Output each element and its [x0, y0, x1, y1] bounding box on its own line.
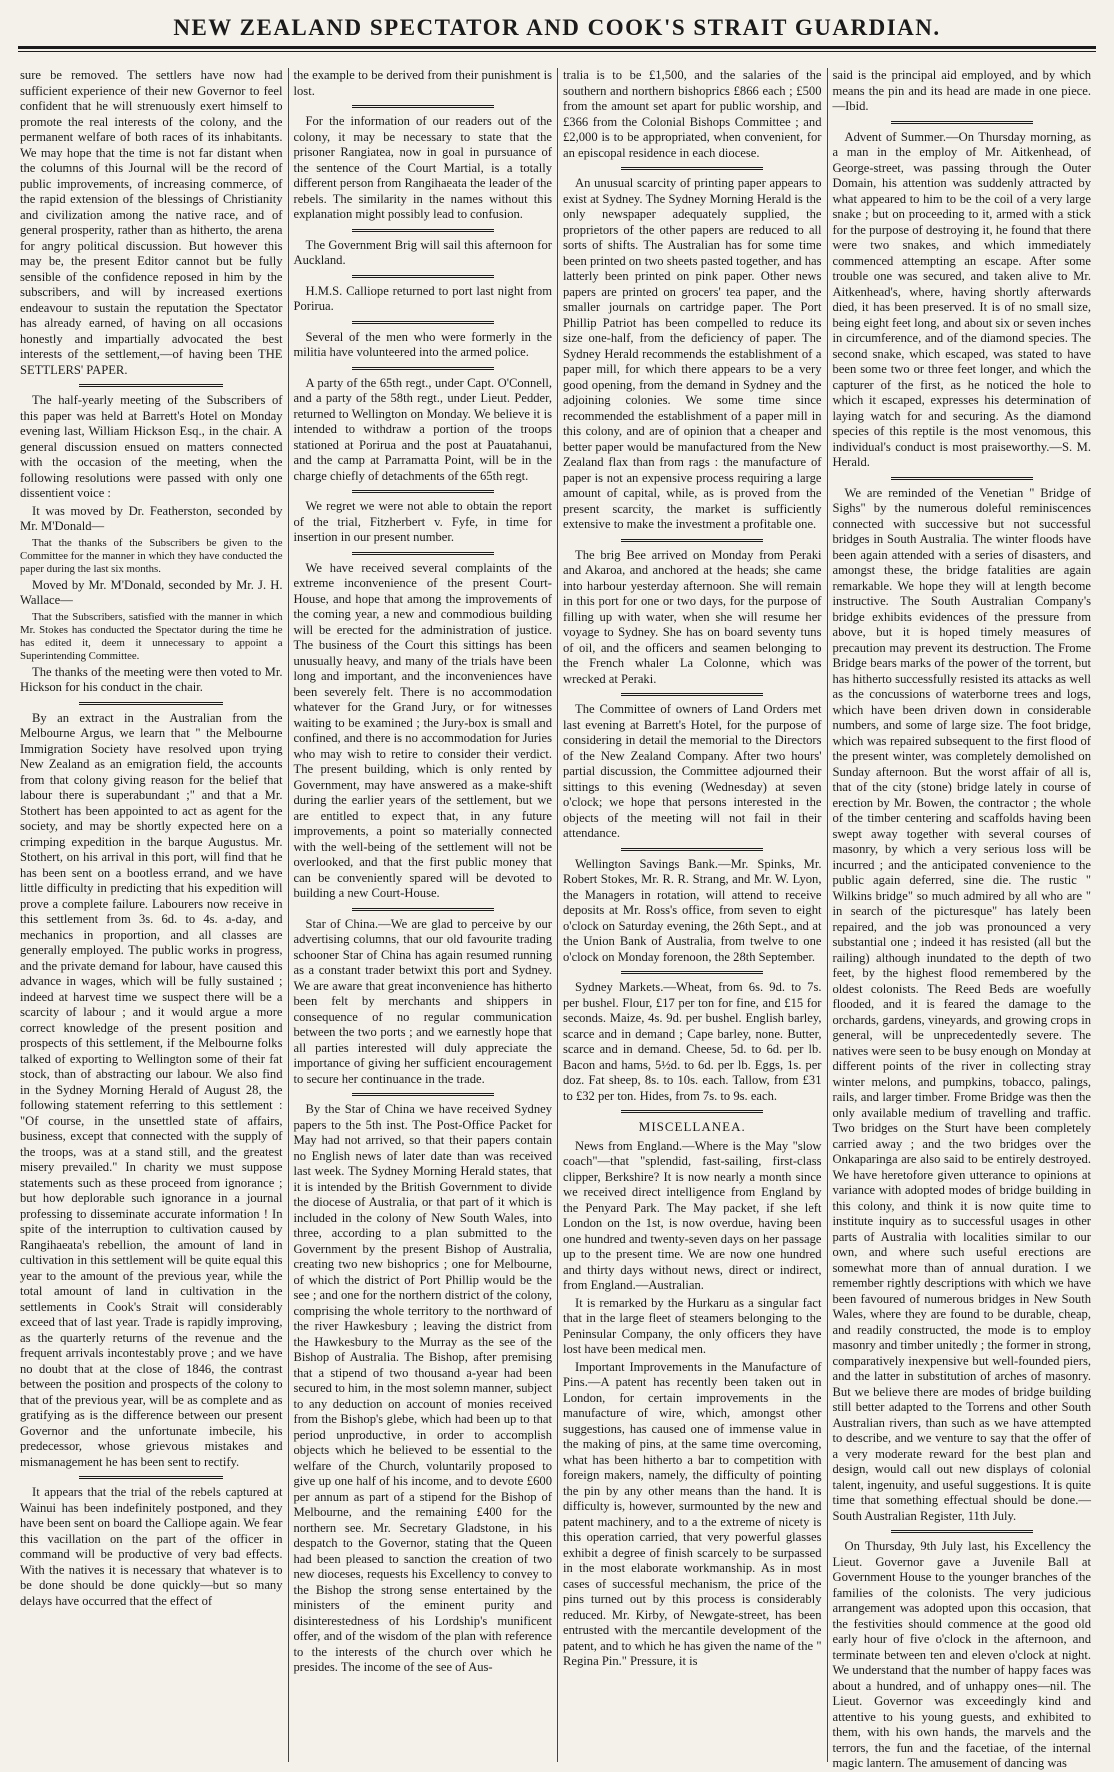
article-separator: [79, 1476, 223, 1479]
article: [294, 68, 553, 99]
article-separator: [621, 971, 763, 974]
article: [563, 548, 822, 688]
column-4: [827, 68, 1097, 1770]
article-paragraph: That the thanks of the Subscribers be given to the Committee for the manner in which they have conducted the paper during the last six months.: [20, 536, 283, 575]
article-separator: [621, 1110, 763, 1113]
article-separator: [352, 490, 494, 493]
article-separator: [79, 702, 223, 705]
masthead-rule-thin: [18, 51, 1096, 52]
article-paragraph: tralia is to be £1,500, and the salaries of the southern and northern bishoprics £866 each ; £500 from the amount set apart for public worship, and £366 from the Colonial Bishops Committee ; and £2,000 is to be appropriated, when convenient, for an episcopal residence in each diocese.: [563, 68, 822, 160]
article: [294, 330, 553, 361]
article-paragraph: The thanks of the meeting were then voted to Mr. Hickson for his conduct in the chair.: [20, 664, 283, 694]
column-3: [557, 68, 827, 1762]
article-paragraph: said is the principal aid employed, and by which means the pin and its head are made in one piece.—Ibid.: [832, 68, 1091, 113]
article-separator: [352, 367, 494, 370]
article: [294, 284, 553, 315]
article: [294, 376, 553, 485]
article-separator: [891, 121, 1033, 124]
article-separator: [352, 1093, 494, 1096]
article-separator: [621, 539, 763, 542]
article-paragraph: By an extract in the Australian from the Melbourne Argus, we learn that " the Melbourne Immigration Society have resolved upon trying New Zealand as an emigration field, the accounts from that colony giving reason for the belief that labour there is superabundant ;" and that a Mr. Stothert has been appointed to act as agent for the society, and may be shortly expected here on a crimping expedition in the barque Augustus. Mr. Stothert, on his arrival in this port, will find that he has been sent on a bootless errand, and we have little difficulty in predicting that his expedition will prove a complete failure. Labourers now receive in this settlement from 3s. 6d. to 4s. a-day, and mechanics in proportion, and all classes are generally employed. The public works in progress, and the private demand for labour, have caused this advance in wages, which will be fully sustained ; indeed at harvest time we suspect there will be a scarcity of labour ; and it would argue a more correct knowledge of the present position and prospects of this settlement, if the Melbourne folks talked of exporting to Wellington some of their fat stock, than of abstracting our labour. We also find in the Sydney Morning Herald of August 28, the following statement referring to this settlement : "Of course, in the unsettled state of affairs, business, except that connected with the supply of the troops, was at a stand still, and the greatest misery prevailed." In charity we must suppose statements such as these proceed from ignorance ; but how deplorable such ignorance in a journal professing to disseminate accurate information ! In spite of the interruption to cultivation caused by Rangihaeata's rebellion, the amount of land in cultivation in this settlement will be quite equal this year to the amount of the previous year, while the total amount of land in cultivation in the settlements in Cook's Strait will considerably exceed that of last year. Trade is rapidly improving, as the quarterly returns of the revenue and the frequent arrivals incontestably prove ; and we have no doubt that at the close of 1846, the contrast between the position and prospects of the colony to that of the previous year, will be as complete and as gratifying as is the difference between our present Governor and the unfortunate imbecile, his predecessor, whose grievous mistakes and mismanagement he has been sent to rectify.: [20, 710, 283, 1469]
article-separator: [621, 693, 763, 696]
column-1: [18, 68, 288, 1762]
article: [833, 130, 1092, 471]
article-paragraph: Important Improvements in the Manufacture of Pins.—A patent has recently been taken out in London, for certain improvements in the manufacture of wire, which, amongst other suggestions, has caused one of immense value in the making of pins, at the same time overcoming, what has been hitherto a bar to competition with foreign makers, namely, the difficulty of pointing the pin by any other means than the hand. It is difficulty is, however, surmounted by the new and patent machinery, and to a the extreme of nicety is this operation carried, that very powerful glasses exhibit a degree of finish scarcely to be surpassed in the most elaborate workmanship. As in most cases of successful mechanism, the price of the pins turned out by this process is considerably reduced. Mr. Kirby, of Newgate-street, has been entrusted with the mercantile development of the patent, and to which he has given the name of the " Regina Pin." Pressure, it is: [563, 1359, 822, 1668]
article-paragraph: We regret we were not able to obtain the report of the trial, Fitzherbert v. Fyfe, in time for insertion in our present number.: [293, 499, 552, 544]
article: [833, 486, 1092, 1525]
article: [294, 561, 553, 902]
article-separator: [352, 229, 494, 232]
article: [294, 238, 553, 269]
article-separator: [621, 848, 763, 851]
article-paragraph: For the information of our readers out of the colony, it may be necessary to state that the prisoner Rangiatea, now in goal in pursuance of the sentence of the Court Martial, is a totally different person from Rangihaeata the leader of the rebels. The similarity in the names without this explanation might possibly lead to confusion.: [293, 114, 552, 221]
article: [20, 1485, 283, 1609]
article: [294, 917, 553, 1088]
article-paragraph: Several of the men who were formerly in the militia have volunteered into the armed police.: [293, 329, 552, 359]
article-paragraph: Star of China.—We are glad to perceive by our advertising columns, that our old favourite trading schooner Star of China has again resumed running as a constant trader betwixt this port and Sydney. We are aware that great inconvenience has hitherto been felt by merchants and shippers in consequence of no regular communication between the two ports ; and we earnestly hope that all parties interested will duly appreciate the importance of giving her sufficient encouragement to secure her continuance in the trade.: [293, 916, 552, 1086]
article-paragraph: It appears that the trial of the rebels captured at Wainui has been indefinitely postponed, and they have been sent on board the Calliope again. We fear this vacillation on the part of the officer in command will be productive of very bad effects. With the natives it is necessary that whatever is to be done should be done quickly—but so many delays have occurred that the effect of: [20, 1485, 283, 1608]
article: [563, 857, 822, 966]
article-paragraph: An unusual scarcity of printing paper appears to exist at Sydney. The Sydney Morning Herald is the only newspaper adequately supplied, the proprietors of the other papers are reduced to all sorts of shifts. The Australian has for some time been printed on two sheets pasted together, and has latterly been printed on pink paper. Other news papers are printed on grocers' tea paper, and the smaller journals on cartridge paper. The Port Phillip Patriot has been compelled to reduce its size one-half, from the deficiency of paper. The Sydney Herald recommends the establishment of a paper mill, for which there appears to be a very good opening, from the demand in Sydney and the adjoining colonies. We some time since recommended the establishment of a paper mill in this colony, and are of opinion that a cheaper and better paper would be manufactured from the New Zealand flax than from rags : the manufacture of paper is not an expensive process requiring a large amount of capital, while, as is proved from the present scarcity, the market is sufficiently extensive to make the investment a profitable one.: [563, 176, 822, 531]
article-paragraph: It is remarked by the Hurkaru as a singular fact that in the large fleet of steamers belonging to the Peninsular Company, the only officers they have lost have been medical men.: [563, 1295, 822, 1356]
article: [833, 68, 1092, 115]
article: [563, 980, 822, 1104]
article: [563, 1119, 822, 1670]
article-separator: [352, 105, 494, 108]
section-heading: MISCELLANEA.: [638, 1119, 746, 1134]
article-paragraph: That the Subscribers, satisfied with the manner in which Mr. Stokes has conducted the Spectator during the time he has edited it, deem it unnecessary to appoint a Superintending Committee.: [20, 610, 283, 662]
article-paragraph: A party of the 65th regt., under Capt. O'Connell, and a party of the 58th regt., under Lieut. Pedder, returned to Wellington on Monday. We believe it is intended to withdraw a portion of the troops stationed at Porirua and the post at Pauatahanui, and the camp at Parramatta Point, will be in the charge chiefly of detachments of the 65th regt.: [293, 375, 552, 483]
article-paragraph: The brig Bee arrived on Monday from Peraki and Akaroa, and anchored at the heads; she came into harbour yesterday afternoon. She will remain in this port for one or two days, for the purpose of filling up with water, when she will resume her voyage to Sydney. She has on board seventy tuns of oil, and the officers and seamen belonging to the French whaler La Colonne, which was wrecked at Peraki.: [563, 547, 822, 686]
article-paragraph: News from England.—Where is the May "slow coach"—that "splendid, fast-sailing, first-class clipper, Berkshire? It is now nearly a month since we received direct intelligence from England by the Penyard Park. The May packet, if she left London on the 1st, is now overdue, having been one hundred and twenty-seven days on her passage up to the present time. We are now one hundred and thirty days without news, direct or indirect, from England.—Australian.: [563, 1138, 822, 1292]
article: [20, 393, 283, 696]
article-separator: [352, 275, 494, 278]
article: [833, 1539, 1092, 1772]
article: [294, 1102, 553, 1676]
article-paragraph: The half-yearly meeting of the Subscribers of this paper was held at Barrett's Hotel on Monday evening last, William Hickson Esq., in the chair. A general discussion ensued on matters connected with the occasion of the meeting, when the following resolutions were passed with only one dissentient voice :: [20, 393, 283, 500]
masthead-title: NEW ZEALAND SPECTATOR AND COOK'S STRAIT GUARDIAN.: [173, 15, 941, 40]
article-paragraph: H.M.S. Calliope returned to port last night from Porirua.: [293, 283, 552, 313]
article-separator: [891, 1530, 1033, 1533]
article-paragraph: It was moved by Dr. Featherston, seconded by Mr. M'Donald—: [20, 503, 283, 533]
article-separator: [891, 477, 1033, 480]
article-paragraph: We are reminded of the Venetian " Bridge of Sighs" by the numerous doleful reminiscences connected with successive but not successful bridges in South Australia. The winter floods have been again attended with a series of disasters, and amongst these, the bridge fatalities are again remarkable. We hope they will at length become instructive. The South Australian Company's bridge exhibits evidences of the pressure from above, but it is hoped timely measures of precaution may prevent its destruction. The Frome Bridge bears marks of the power of the torrent, but has hitherto successfully resisted its attacks as well as the concussions of waterborne trees and logs, which have been driven down in considerable numbers, and some of large size. The foot bridge, which was repaired subsequent to the first flood of the present winter, was completely demolished on Sunday afternoon. But the worst affair of all is, that of the city (stone) bridge lately in course of erection by Mr. Bowen, the contractor ; the whole of the timber centering and scaffolds having been swept away together with several courses of masonry, by which a very serious loss will be incurred ; and the anticipated convenience to the public again deferred, sine die. The rustic " Wilkins bridge" so much admired by all who are " in search of the picturesque" has lately been repaired, and the job was pronounced a very substantial one ; indeed it has resisted (all but the railing) although inundated to the depth of two feet, by the highest flood remembered by the oldest colonists. The Reed Beds are woefully flooded, and it is feared the damage to the orchards, gardens, vineyards, and growing crops in general, will be unprecedentedly severe. The natives were seen to be busy enough on Monday at different points of the river in collecting stray winter melons, and pumpkins, tobacco, palings, rails, and larger timber. Frome Bridge was then the only available medium of travelling and traffic. Two bridges on the Sturt have been completely carried away ; and the two bridges over the Onkaparinga are also said to be entirely destroyed. We have heretofore given utterance to opinions at variance with adopted modes of bridge building in this colony, and think it is now quite time to institute inquiry as to successful usages in other parts of Australia with localities similar to our own, and where such useful erections are somewhat more than of annual duration. I we remember rightly descriptions with which we have been favoured of numerous bridges in New South Wales, where they are found to be durable, cheap, and readily constructed, the mode is to employ masonry and timber unitedly ; the former in strong, comparatively inexpensive but well-founded piers, and the latter in substitution of arches of masonry. But we believe there are modes of bridge building still better adapted to the Torrens and other South Australian rivers, than such as we have attempted to describe, and we venture to say that the offer of a very moderate reward for the best plan and design, would call out new displays of colonial talent, ingenuity, and useful suggestions. It is quite time that something effectual should be done.—South Australian Register, 11th July.: [832, 485, 1091, 1523]
article-paragraph: Sydney Markets.—Wheat, from 6s. 9d. to 7s. per bushel. Flour, £17 per ton for fine, and £15 for seconds. Maize, 4s. 9d. per bushel. English barley, scarce and in demand ; Cape barley, none. Butter, scarce and in demand. Cheese, 5d. to 6d. per lb. Bacon and hams, 5½d. to 6d. per lb. Eggs, 1s. per doz. Fat sheep, 8s. to 10s. each. Tallow, from £31 to £32 per ton. Hides, from 7s. to 9s. each.: [563, 980, 822, 1103]
article-paragraph: Advent of Summer.—On Thursday morning, as a man in the employ of Mr. Aitkenhead, of George-street, was passing through the Outer Domain, his attention was suddenly attracted by what appeared to him to be the coil of a very large snake ; but on proceeding to it, armed with a stick for the purpose of destroying it, he found that there were two snakes, and which immediately commenced attempting an escape. After some trouble one was secured, and taken alive to Mr. Aitkenhead's, where, having shortly afterwards died, it has been preserved. It is of no small size, being eight feet long, and about six or seven inches in circumference, and of the diamond species. The second snake, which escaped, was stated to have been some two or three feet longer, and which the capturer of the first, as he noticed the hole to which it escaped, expresses his determination of laying watch for and securing. As the diamond species of this reptile is the most venomous, this individual's conduct is most praiseworthy.—S. M. Herald.: [832, 129, 1091, 469]
article: [563, 68, 822, 161]
article: [563, 176, 822, 533]
columns-container: [18, 68, 1096, 1770]
masthead-rule-thick: [18, 46, 1096, 49]
article-paragraph: Moved by Mr. M'Donald, seconded by Mr. J. H. Wallace—: [20, 577, 283, 607]
article-paragraph: We have received several complaints of the extreme inconvenience of the present Court-House, and hope that among the improvements of the coming year, a new and commodious building will be erected for the administration of justice. The business of the Court this sittings has been unusually heavy, and many of the trials have been long and important, and the inconveniences have been severely felt. There is no accommodation whatever for the Grand Jury, or for witnesses waiting to be examined ; the Jury-box is small and confined, and there is no accommodation for Juries who may wish to retire to consider their verdict. The present building, which is only rented by Government, may have answered as a make-shift during the earlier years of the settlement, but we are entitled to expect that, in any future improvements, a point so materially connected with the well-being of the settlement will not be overlooked, and that the first public money that can be conveniently spared will be devoted to building a new Court-House.: [293, 560, 552, 900]
article: [563, 702, 822, 842]
article-paragraph: On Thursday, 9th July last, his Excellency the Lieut. Governor gave a Juvenile Ball at Government House to the younger branches of the families of the colonists. The very judicious arrangement was adopted upon this occasion, that the festivities should commence at the good old early hour of five o'clock in the afternoon, and terminate between ten and eleven o'clock at night. We understand that the number of happy faces was about a hundred, and of unhappy ones—nil. The Lieut. Governor was exceedingly kind and attentive to his young guests, and exhibited to them, with his own hands, the marvels and the terrors, the fun and the facetiae, of the internal magic lantern. The amusement of dancing was: [832, 1539, 1091, 1770]
article: [294, 114, 553, 223]
article-paragraph: Wellington Savings Bank.—Mr. Spinks, Mr. Robert Stokes, Mr. R. R. Strang, and Mr. W. Lyon, the Managers in rotation, will attend to receive deposits at Mr. Ross's office, from seven to eight o'clock on Saturday evening, the 26th Sept., and at the Union Bank of Australia, from twelve to one o'clock on Monday forenoon, the 28th September.: [563, 856, 822, 964]
article-paragraph: the example to be derived from their punishment is lost.: [293, 68, 552, 98]
article-paragraph: sure be removed. The settlers have now had sufficient experience of their new Governor to feel confident that he will strenuously exert himself to promote the real interests of the colony, and the permanent welfare of both races of its inhabitants. We may hope that the time is not far distant when the columns of this Journal will be the record of public improvements, of increasing commerce, of the rapid extension of the blessings of Christianity and civilization among the native race, and of general prosperity, rather than as hitherto, the arena for angry political discussion. But however this may be, the present Editor cannot but be fully sensible of the confidence reposed in him by the subscribers, and will by increased exertions endeavour to sustain the reputation the Spectator has already earned, of having on all occasions honestly and impartially advocated the best interests of the settlement,—of having been THE SETTLERS' PAPER.: [20, 68, 283, 377]
article-separator: [352, 321, 494, 324]
article-paragraph: The Committee of owners of Land Orders met last evening at Barrett's Hotel, for the purpose of considering in detail the memorial to the Directors of the New Zealand Company. After two hours' partial discussion, the Committee adjourned their sittings to this evening (Wednesday) at seven o'clock; we hope that persons interested in the objects of the meeting will not fail in their attendance.: [563, 702, 822, 840]
article-separator: [352, 908, 494, 911]
article: [20, 711, 283, 1471]
article-separator: [621, 167, 763, 170]
article-paragraph: By the Star of China we have received Sydney papers to the 5th inst. The Post-Office Packet for May had not arrived, so that their papers contain no English news of later date than was received last week. The Sydney Morning Herald states, that it is intended by the British Government to divide the diocese of Australia, or that part of it which is included in the colony of New South Wales, into three, according to a plan submitted to the Government by the present Bishop of Australia, creating two new bishoprics ; one for Melbourne, of which the district of Port Phillip would be the see ; and one for the northern district of the colony, comprising the whole territory to the northward of the river Hawkesbury ; leaving the district from the Hawkesbury to the Murray as the see of the Bishop of Australia. The Bishop, after premising that a stipend of two thousand a-year had been secured to him, in the most solemn manner, subject to any deduction on account of monies received from the Bishop's glebe, which had been up to that period unproductive, in order to accomplish objects which he believed to be essential to the welfare of the Church, voluntarily proposed to give up one half of his income, and to devote £600 per annum as part of a stipend for the Bishop of Melbourne, and the remaining £400 for the northern see. Mr. Secretary Gladstone, in his despatch to the Governor, stating that the Queen had been pleased to sanction the creation of two new dioceses, requests his Excellency to convey to the Bishop the strong sense entertained by the ministers of the eminent purity and disinterestedness of his Lordship's munificent offer, and of the wisdom of the plan with reference to the interests of the church over which he presides. The income of the see of Aus-: [293, 1102, 552, 1674]
column-2: [288, 68, 558, 1762]
article-separator: [352, 552, 494, 555]
article-separator: [79, 384, 223, 387]
article-paragraph: The Government Brig will sail this afternoon for Auckland.: [293, 237, 552, 267]
article: [20, 68, 283, 378]
article: [294, 499, 553, 546]
